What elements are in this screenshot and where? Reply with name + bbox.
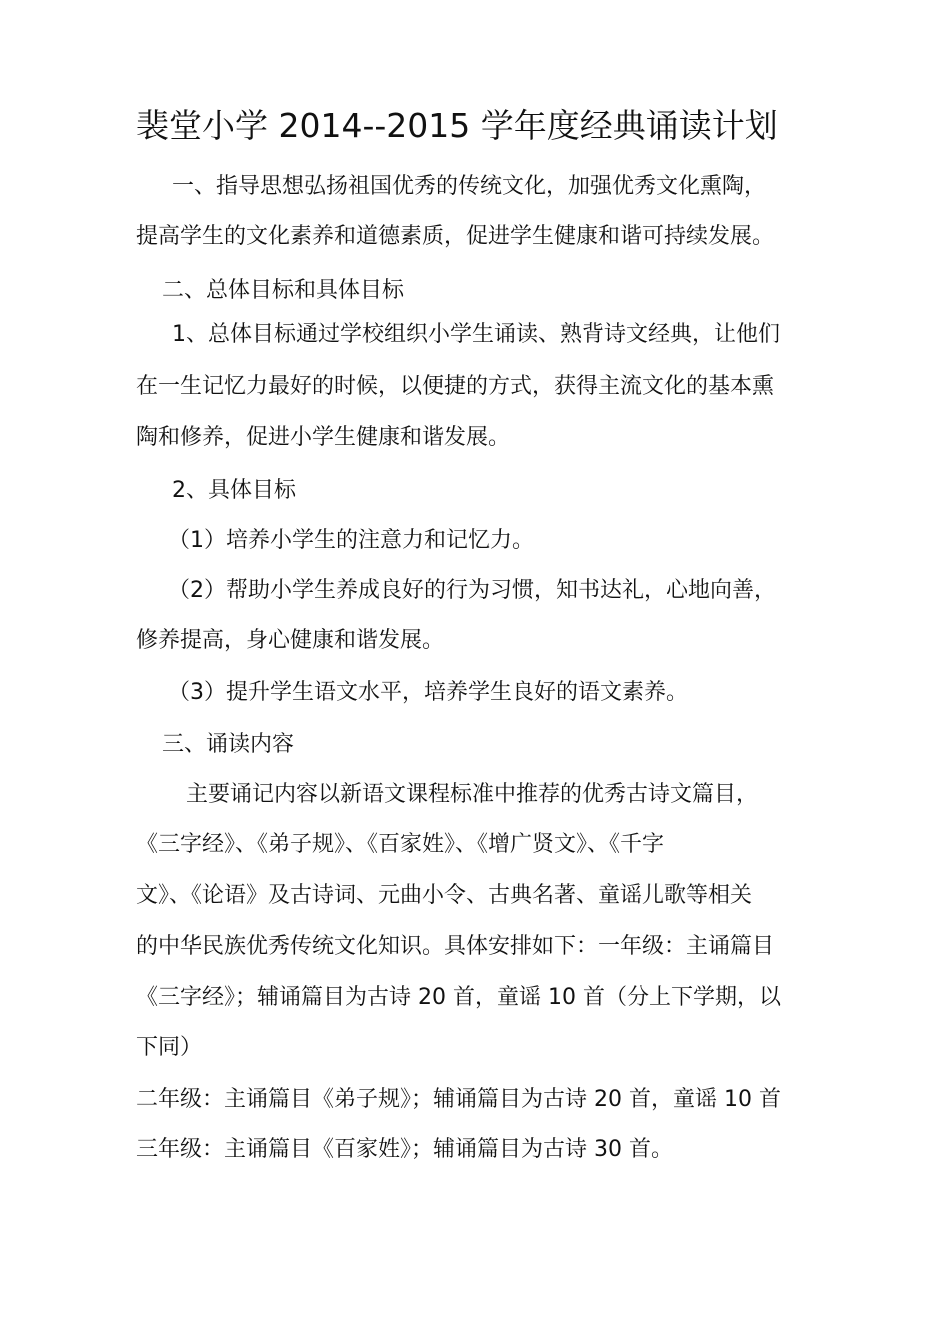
grade-2-line: 二年级：主诵篇目《弟子规》；辅诵篇目为古诗 20 首，童谣 10 首 bbox=[136, 1087, 781, 1112]
paragraph-line-2: 提高学生的文化素养和道德素质，促进学生健康和谐可持续发展。 bbox=[136, 224, 775, 249]
goal-item-1: （1）培养小学生的注意力和记忆力。 bbox=[168, 528, 534, 553]
paragraph-line-1: 一、指导思想弘扬祖国优秀的传统文化，加强优秀文化熏陶， bbox=[172, 174, 767, 199]
paragraph-line-4: 1、总体目标通过学校组织小学生诵读、熟背诗文经典，让他们 bbox=[172, 322, 780, 347]
goal-item-3: （3）提升学生语文水平，培养学生良好的语文素养。 bbox=[168, 680, 688, 705]
goal-item-2: （2）帮助小学生养成良好的行为习惯，知书达礼，心地向善， bbox=[168, 578, 776, 603]
paragraph-line-6: 陶和修养，促进小学生健康和谐发展。 bbox=[136, 425, 511, 450]
document-title: 裴堂小学 2014--2015 学年度经典诵读计划 bbox=[136, 106, 778, 145]
section-heading-2: 二、总体目标和具体目标 bbox=[162, 278, 405, 303]
paragraph-line-16: 的中华民族优秀传统文化知识。具体安排如下：一年级：主诵篇目 bbox=[136, 934, 775, 959]
paragraph-line-17: 《三字经》；辅诵篇目为古诗 20 首，童谣 10 首（分上下学期，以 bbox=[136, 985, 781, 1010]
paragraph-line-15: 文》、《论语》及古诗词、元曲小令、古典名著、童谣儿歌等相关 bbox=[136, 883, 753, 908]
section-heading-3: 三、诵读内容 bbox=[162, 732, 295, 757]
paragraph-line-5: 在一生记忆力最好的时候，以便捷的方式，获得主流文化的基本熏 bbox=[136, 374, 775, 399]
grade-3-line: 三年级：主诵篇目《百家姓》；辅诵篇目为古诗 30 首。 bbox=[136, 1137, 673, 1162]
goal-item-2-cont: 修养提高，身心健康和谐发展。 bbox=[136, 628, 445, 653]
paragraph-line-14: 《三字经》、《弟子规》、《百家姓》、《增广贤文》、《千字 bbox=[136, 832, 665, 857]
paragraph-line-18: 下同） bbox=[136, 1035, 203, 1060]
subheading-specific-goals: 2、具体目标 bbox=[172, 478, 296, 503]
paragraph-line-13: 主要诵记内容以新语文课程标准中推荐的优秀古诗文篇目， bbox=[186, 782, 759, 807]
